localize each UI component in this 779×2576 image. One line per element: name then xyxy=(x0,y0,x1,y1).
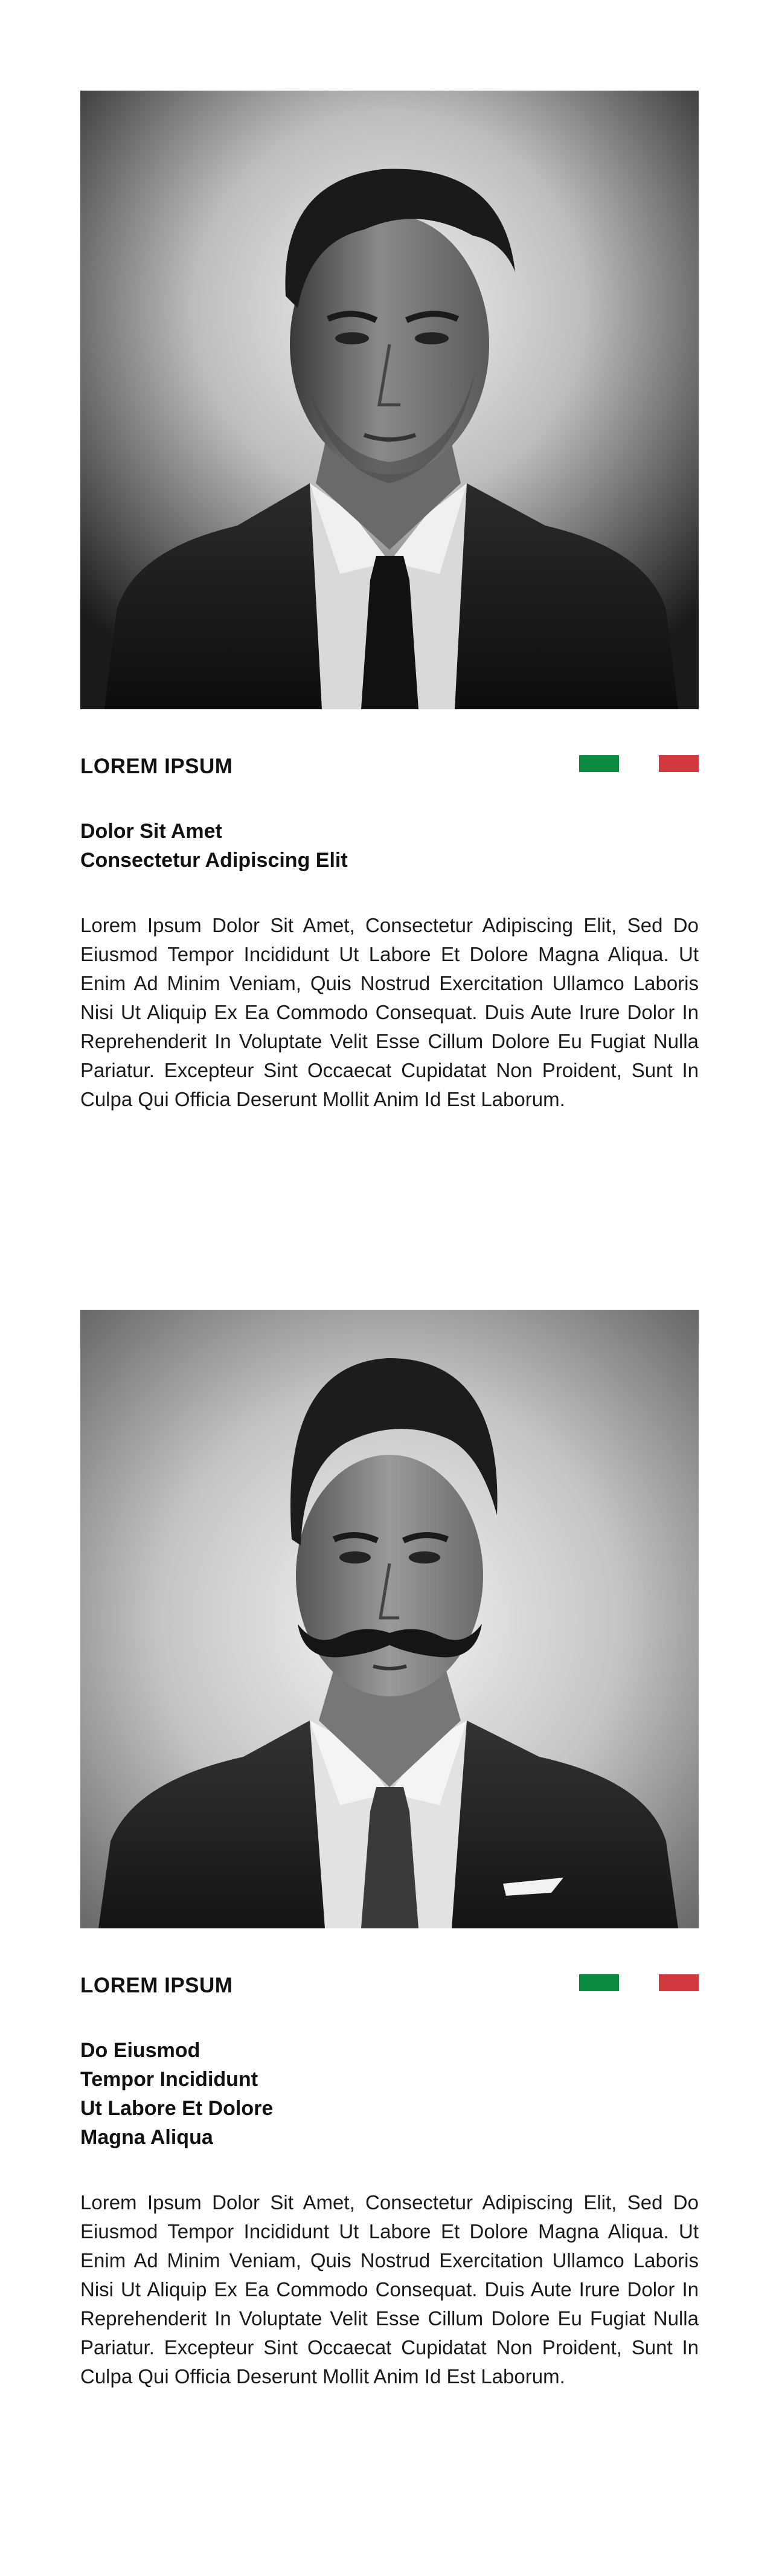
subtitle xyxy=(80,817,699,875)
person-name: LOREM IPSUM xyxy=(80,1974,233,1997)
red-flag-stripe-icon xyxy=(659,755,699,772)
body-paragraph: Lorem Ipsum Dolor Sit Amet, Consectetur Adipiscing Elit, Sed Do Eiusmod Tempor Incididunt Ut Labore Et Dolore Magna Aliqua. Ut Enim Ad Minim Veniam, Quis Nostrud Exercitation Ullamco Laboris Nisi Ut Aliquip Ex Ea Commodo Consequat. Duis Aute Irure Dolor In Reprehenderit In Voluptate Velit Esse Cillum Dolore Eu Fugiat Nulla Pariatur. Excepteur Sint Occaecat Cupidatat Non Proident, Sunt In Culpa Qui Officia Deserunt Mollit Anim Id Est Laborum. xyxy=(80,2191,699,2388)
green-flag-stripe-icon xyxy=(579,1974,619,1991)
body-paragraph: Lorem Ipsum Dolor Sit Amet, Consectetur Adipiscing Elit, Sed Do Eiusmod Tempor Incididunt Ut Labore Et Dolore Magna Aliqua. Ut Enim Ad Minim Veniam, Quis Nostrud Exercitation Ullamco Laboris Nisi Ut Aliquip Ex Ea Commodo Consequat. Duis Aute Irure Dolor In Reprehenderit In Voluptate Velit Esse Cillum Dolore Eu Fugiat Nulla Pariatur. Excepteur Sint Occaecat Cupidatat Non Proident, Sunt In Culpa Qui Officia Deserunt Mollit Anim Id Est Laborum. xyxy=(80,914,699,1110)
subtitle-line: Tempor Incididunt xyxy=(80,2068,258,2091)
portrait-photo xyxy=(80,1310,699,1928)
subtitle-line: Magna Aliqua xyxy=(80,2126,213,2149)
name-row xyxy=(80,752,699,782)
subtitle-line: Do Eiusmod xyxy=(80,2039,200,2062)
name-row xyxy=(80,1971,699,2001)
profile-card xyxy=(80,91,699,1114)
green-flag-stripe-icon xyxy=(579,755,619,772)
subtitle-line: Dolor Sit Amet xyxy=(80,820,222,843)
profile-card xyxy=(80,1310,699,2391)
subtitle xyxy=(80,2036,699,2152)
subtitle-line: Consectetur Adipiscing Elit xyxy=(80,849,348,872)
person-name: LOREM IPSUM xyxy=(80,755,233,778)
portrait-photo xyxy=(80,91,699,709)
red-flag-stripe-icon xyxy=(659,1974,699,1991)
subtitle-line: Ut Labore Et Dolore xyxy=(80,2097,274,2120)
